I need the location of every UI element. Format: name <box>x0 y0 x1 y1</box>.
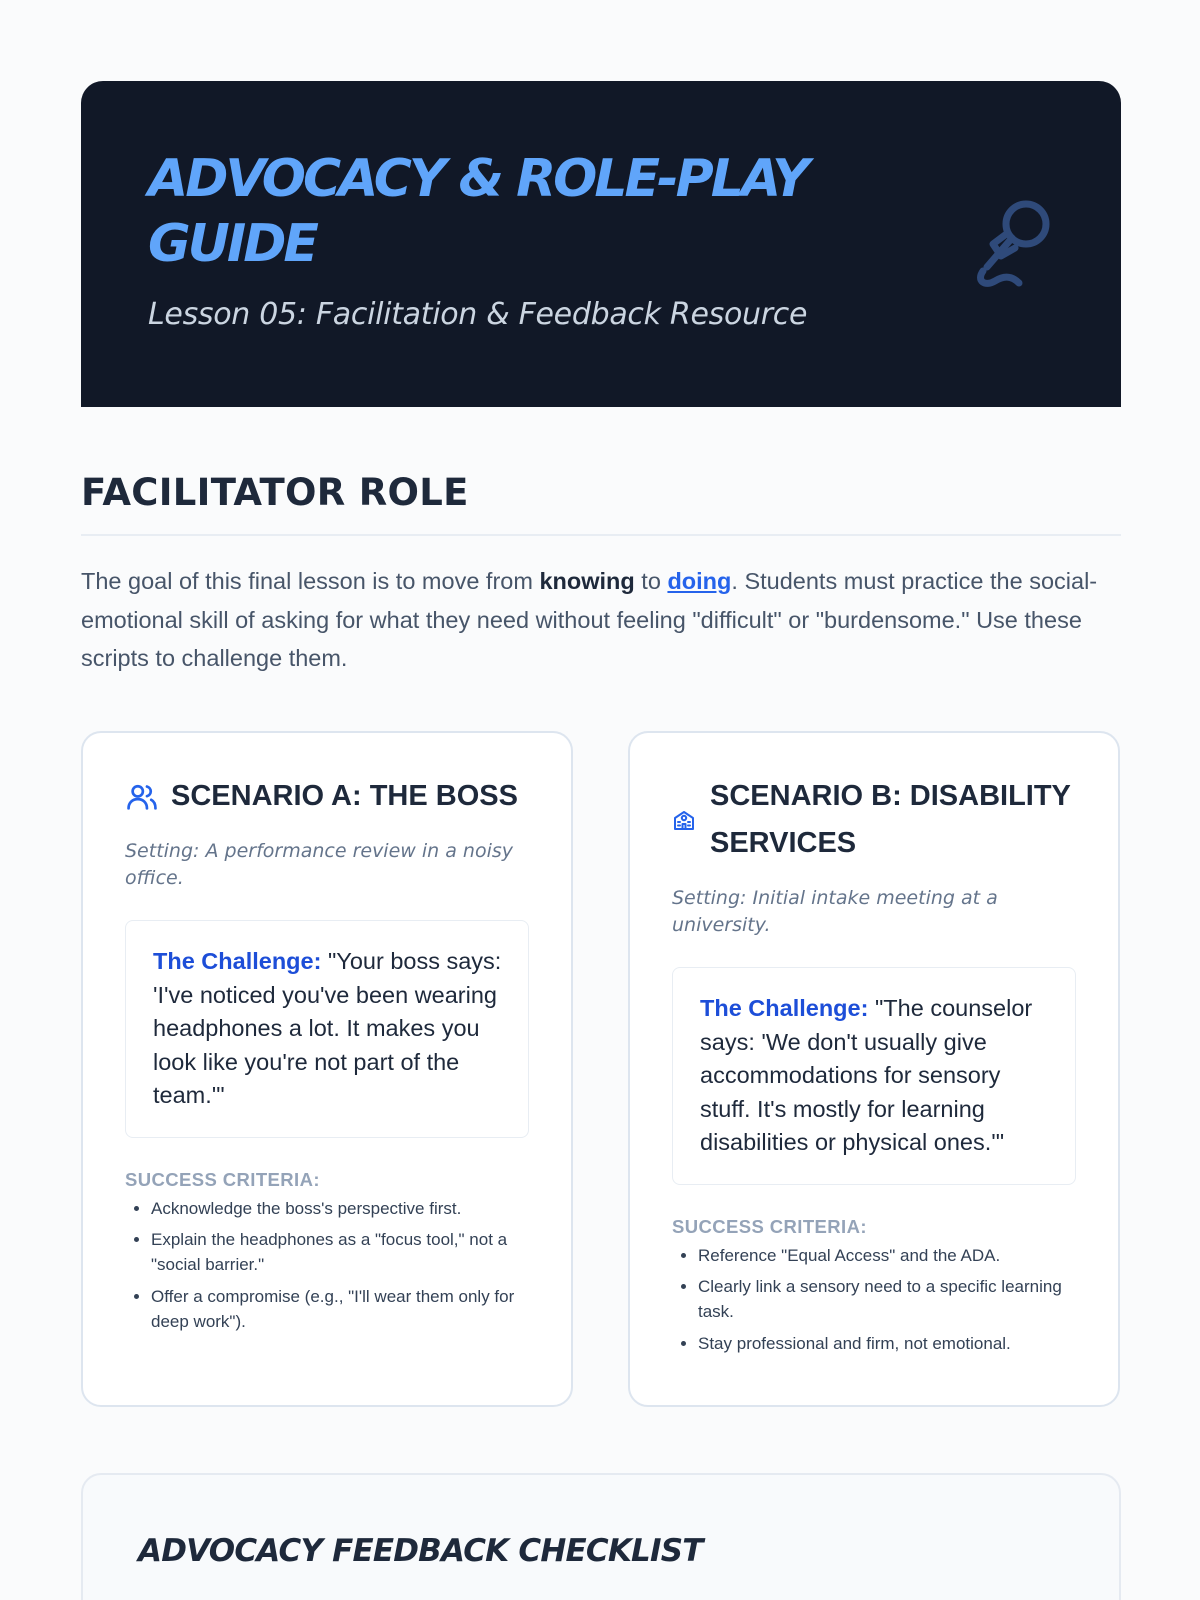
scenario-title: SCENARIO B: DISABILITY SERVICES <box>710 780 1071 859</box>
intro-text-start: The goal of this final lesson is to move from <box>81 568 540 594</box>
intro-bold-knowing: knowing <box>539 568 635 594</box>
checklist-title: ADVOCACY FEEDBACK CHECKLIST <box>138 1533 703 1569</box>
scenario-card-a <box>81 731 573 1407</box>
scenario-card-header <box>125 773 529 820</box>
challenge-box <box>672 967 1076 1185</box>
section-divider <box>81 534 1121 536</box>
challenge-text: "Your boss says: 'I've noticed you've been wearing headphones a lot. It makes you look like you're not part of the team.'" <box>153 948 502 1108</box>
hero-banner <box>81 81 1121 407</box>
success-criteria-label: SUCCESS CRITERIA: <box>672 1215 867 1237</box>
criteria-item: • Acknowledge the boss's perspective first. <box>151 1196 529 1221</box>
criteria-item: • Explain the headphones as a "focus tool," not a "social barrier." <box>151 1227 529 1277</box>
feedback-checklist-section <box>81 1473 1121 1600</box>
scenario-title: SCENARIO A: THE BOSS <box>171 780 518 812</box>
school-building-icon <box>672 808 696 832</box>
intro-link-doing[interactable]: doing <box>667 568 732 594</box>
challenge-label: The Challenge: <box>700 995 869 1021</box>
intro-text-end: . Students must practice the social-emotional skill of asking for what they need without feeling "difficult" or "burdensome." Use these scripts to challenge them. <box>81 568 1098 671</box>
intro-paragraph <box>81 562 1121 678</box>
scenario-setting: Setting: A performance review in a noisy office. <box>125 840 513 889</box>
success-criteria-list <box>125 1196 529 1334</box>
scenario-setting: Setting: Initial intake meeting at a university. <box>672 887 998 936</box>
challenge-text: "The counselor says: 'We don't usually give accommodations for sensory stuff. It's mostly for learning disabilities or physical ones.'" <box>700 995 1033 1155</box>
criteria-item: • Stay professional and firm, not emotional. <box>698 1331 1076 1356</box>
challenge-box <box>125 920 529 1138</box>
challenge-label: The Challenge: <box>153 948 322 974</box>
intro-text-middle: to <box>634 568 668 594</box>
criteria-item: • Reference "Equal Access" and the ADA. <box>698 1243 1076 1268</box>
microphone-icon <box>971 197 1053 289</box>
success-criteria-list <box>672 1243 1076 1356</box>
page-subtitle: Lesson 05: Facilitation & Feedback Resource <box>148 297 808 332</box>
scenario-card-b <box>628 731 1120 1407</box>
page-title: ADVOCACY & ROLE-PLAY GUIDE <box>148 149 807 274</box>
success-criteria-label: SUCCESS CRITERIA: <box>125 1168 320 1190</box>
section-heading-facilitator-role: FACILITATOR ROLE <box>81 471 469 514</box>
users-icon <box>125 780 159 814</box>
criteria-item: • Clearly link a sensory need to a specific learning task. <box>698 1274 1076 1324</box>
scenario-card-header <box>672 773 1076 867</box>
criteria-item: • Offer a compromise (e.g., "I'll wear them only for deep work"). <box>151 1284 529 1334</box>
